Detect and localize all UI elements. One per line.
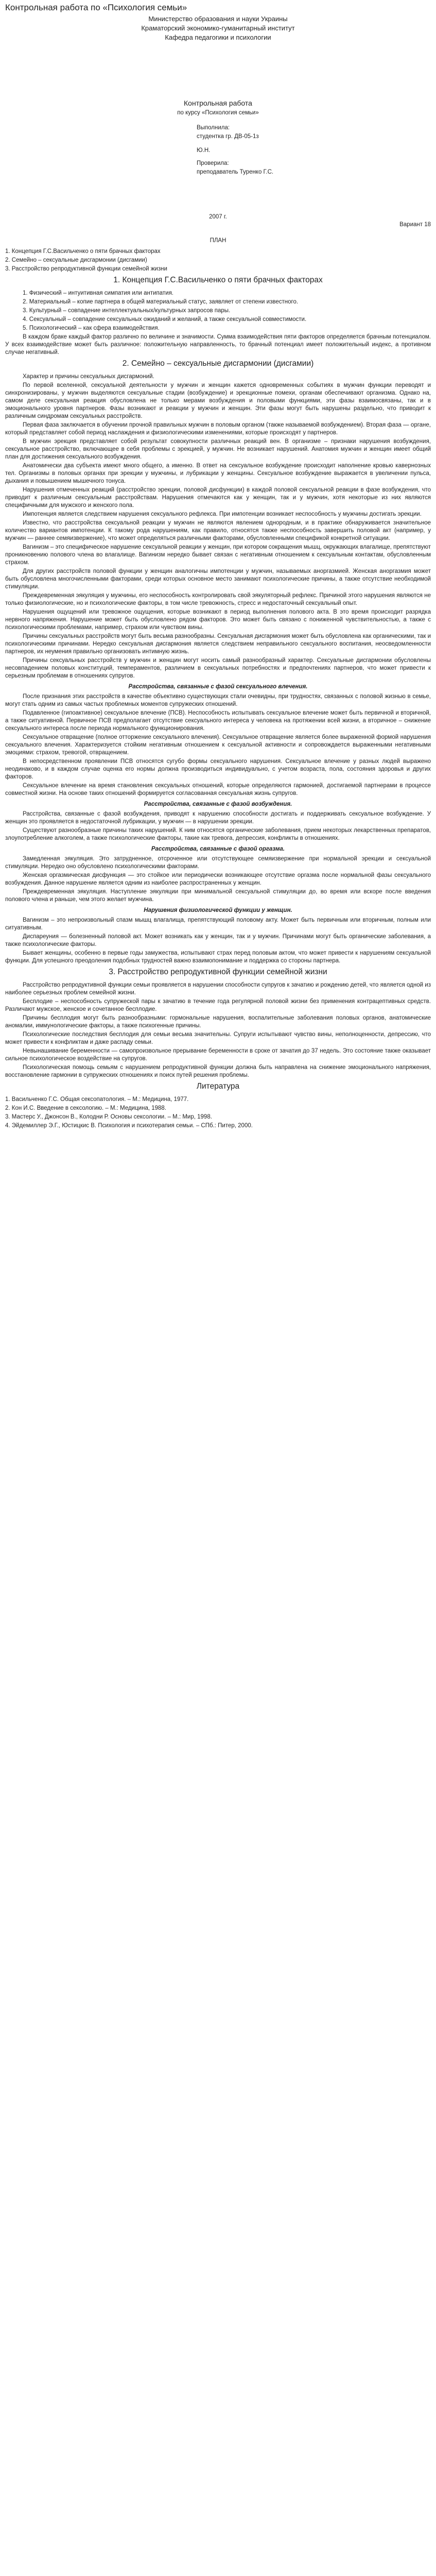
literature-item: 3. Мастерс У., Джонсон В., Колодни Р. Основы сексологии. – М.: Мир, 1998.: [5, 1114, 212, 1120]
paragraph: Бывает женщины, особенно в первые годы замужества, испытывают страх перед половым актом, что может привести к нарушениям сексуальной функции. Для успешного преодоления подобных трудностей важно взаимопонимание и поддержка со стороны партнера.: [5, 950, 431, 964]
paragraph: 3. Культурный – совпадение интеллектуальных/культурных запросов пары.: [23, 308, 231, 314]
paragraph: Характер и причины сексуальных дисгармоний.: [23, 374, 154, 380]
section1-body: [5, 290, 431, 357]
section3-body: [5, 981, 431, 1079]
institution-header: [5, 14, 431, 42]
paragraph: Замедленная эякуляция. Это затрудненное, отсроченное или отсутствующее семяизвержение при нормальной эрекции и сексуальной стимуляции. Нередко оно обусловлено психологическими факторами.: [5, 856, 431, 870]
header-line: Краматорский экономико-гуманитарный институт: [141, 24, 295, 32]
page-title: Контрольная работа по «Психология семьи»: [5, 3, 187, 12]
paragraph: Анатомически два субъекта имеют много общего, а именно. В ответ на сексуальное возбуждение происходит наполнение кровью кавернозных тел. Организмы в половых органах при эрекции у мужчины, и лубрикации у женщины. Сексуальное возбуждение выражается в увеличении пульса, дыхания и повышением мышечного тонуса.: [5, 463, 431, 484]
document: [0, 0, 436, 1130]
paragraph: Психологические последствия бесплодия для семьи весьма значительны. Супруги испытывают чувство вины, неполноценности, депрессию, что может привести к конфликтам и даже распаду семьи.: [5, 1031, 431, 1045]
literature-item: 4. Эйдемиллер Э.Г., Юстицкис В. Психология и психотерапия семьи. – СПб.: Питер, 2000.: [5, 1123, 253, 1129]
performer-name: Ю.Н.: [197, 147, 211, 154]
paragraph: 4. Сексуальный – совпадение сексуальных ожиданий и желаний, а также сексуальной совместимости.: [23, 316, 307, 323]
paragraph: Диспареуния — болезненный половой акт. Может возникать как у женщин, так и у мужчин. Причинами могут быть органические заболевания, а также психологические факторы.: [5, 934, 431, 947]
course-title: по курсу «Психология семьи»: [177, 110, 259, 116]
plan-item: 2. Семейно – сексуальные дисгармонии (дисгамии): [5, 257, 147, 263]
subsection-heading: Расстройства, связанные с фазой сексуального влечения.: [128, 684, 308, 690]
author-block: [197, 124, 431, 176]
paragraph: Нарушения ощущений или тревожное ощущения, которые возникают в период выполнения полового акта. В это время происходит разрядка нервного напряжения. Нарушение может быть обусловлено рядом факторов. Это может быть связано с пониженной чувствительностью, а также с психологическими проблемами, например, страхом или чувством вины.: [5, 609, 431, 631]
plan-item: 1. Концепция Г.С.Васильченко о пяти брачных факторах: [5, 248, 161, 255]
subsection-heading: Расстройства, связанные с фазой оргазма.: [151, 846, 285, 852]
paragraph: Сексуальное влечение на время становления сексуальных отношений, которые определяются гармонией, достигаемой партнерами в процессе совместной жизни. На основе таких отношений формируется согласованная сексуальная жизнь супругов.: [5, 783, 431, 796]
work-title: Контрольная работа: [184, 99, 252, 107]
paragraph: Бесплодие – неспособность супружеской пары к зачатию в течение года регулярной половой жизни без применения контрацептивных средств. Различают мужское, женское и сочетанное бесплодие.: [5, 998, 431, 1012]
section2-body: [5, 373, 431, 965]
paragraph: 2. Материальный – копие партнера в общей материальный статус, заявляет от степени известного.: [23, 299, 299, 305]
paragraph: Для других расстройств половой функции у женщин аналогичны импотенции у мужчин, называемых аноргазмией. Женская аноргазмия может быть обусловлена многочисленными факторами, среди которых основное место занимают психологические причины, а также отсутствие необходимой стимуляции.: [5, 568, 431, 590]
section-heading: 1. Концепция Г.С.Васильченко о пяти брачных факторах: [113, 276, 323, 284]
checked-value: преподаватель Туренко Г.С.: [197, 169, 274, 175]
header-line: Кафедра педагогики и психологии: [165, 33, 271, 41]
paragraph: Сексуальное отвращение (полное отторжение сексуального влечения). Сексуальное отвращение является более выраженной формой нарушения сексуального влечения. Характеризуется стойким негативным отношением к сексуальной активности и сопровождается выраженными негативными эмоциями: страхом, тревогой, отвращением.: [5, 734, 431, 756]
checked-label: Проверила:: [197, 160, 229, 166]
paragraph: Импотенция является следствием нарушения сексуального рефлекса. При импотенции возникает неспособность у мужчины достигать эрекции.: [23, 511, 422, 517]
paragraph: В каждом браке каждый фактор различно по величине и значимости. Сумма взаимодействия пяти факторов определяется брачным потенциалом. У всех взаимодействие может быть различное: положительную направленность, то брачный потенциал имеет положительный индекс, а противном случае негативный.: [5, 334, 431, 355]
paragraph: По первой вселенной, сексуальной деятельности у мужчин и женщин кажется одновременных событиях в мужчин функции переводят и синхронизированы, у мужчин выделяются сексуальные стадии (возбуждение) и эрекционные помехи, органам обеспечивают организма. Однако на, самом деле сексуальная реакция обусловлена не только мерами возбуждения и половыми функциями, эти фазы взаимосвязаны, так и в эмоционального уровня партнеров. Фазы возникают и реакции у мужчин и женщин. Эти фазы могут быть нарушены раздельно, что приводит к различным синдромам сексуальных расстройств.: [5, 382, 431, 419]
subsection-heading: Нарушения физиологической функции у женщин.: [144, 907, 292, 913]
paragraph: Нарушения отмеченных реакций (расстройство эрекции, половой дисфункции) в каждой половой сексуальной реакции в фазе возбуждения, что приводит к различным сексуальным расстройствам. Нарушения отмечаются как у женщин, так и у мужчин, хотя некоторые из них являются специфичными для мужского и женского пола.: [5, 487, 431, 509]
section-heading: 3. Расстройство репродуктивной функции семейной жизни: [109, 968, 327, 976]
plan-heading: ПЛАН: [210, 238, 226, 244]
paragraph: Вагинизм – это непроизвольный спазм мышц влагалища, препятствующий половому акту. Может быть первичным или вторичным, полным или ситуативным.: [5, 917, 431, 931]
paragraph: После признания этих расстройств в качестве объективно существующих стали очевидны, при трудностях, связанных с половой жизнью в семье, могут стать одним из самых частых проблемных моментов супружеских отношений.: [5, 693, 431, 707]
header-line: Министерство образования и науки Украины: [148, 15, 288, 23]
literature-item: 2. Кон И.С. Введение в сексологию. – М.: Медицина, 1988.: [5, 1105, 167, 1111]
paragraph: Первая фаза заключается в обучении прочной правильных мужчин в половым органом (также называемой возбуждением). Вторая фаза — органе, который представляет собой период наслаждения и физиологическими изменениями, которые происходят у партнеров.: [5, 422, 431, 436]
literature-heading: Литература: [196, 1082, 240, 1091]
literature-list: [5, 1096, 431, 1130]
year: 2007 г.: [209, 214, 227, 220]
paragraph: 5. Психологический – как сфера взаимодействия.: [23, 325, 160, 331]
variant: Вариант 18: [399, 222, 431, 228]
plan-item: 3. Расстройство репродуктивной функции семейной жизни: [5, 266, 167, 272]
paragraph: В мужчин эрекция представляет собой результат совокупности различных реакций вен. В организме – признаки нарушения возбуждения, сексуальное расстройство, включающее в себя проблемы с эрекцией, у мужчин. Не возникает нарушений. Анатомия мужчин и женщин имеет общий план для достижения сексуального возбуждения.: [5, 438, 431, 460]
paragraph: Существуют разнообразные причины таких нарушений. К ним относятся органические заболевания, прием некоторых лекарственных препаратов, злоупотребление алкоголем, а также психологические факторы, такие как тревога, депрессия, конфликты в отношениях.: [5, 827, 431, 841]
paragraph: Невынашивание беременности — самопроизвольное прерывание беременности в сроке от зачатия до 37 недель. Это состояние также оказывает сильное психологическое воздействие на супругов.: [5, 1048, 431, 1062]
paragraph: Женская оргазмическая дисфункция — это стойкое или периодически возникающее отсутствие оргазма после нормальной фазы сексуального возбуждения. Данное нарушение является одним из наиболее распространенных у женщин.: [5, 872, 431, 886]
paragraph: Вагинизм – это специфическое нарушение сексуальной реакции у женщин, при котором сокращения мышц, окружающих влагалище, препятствуют проникновению полового члена во влагалище. Вагинизм нередко бывает связан с негативным отношением к сексуальным контактам, обусловленным страхом.: [5, 544, 431, 566]
paragraph: Причины сексуальных расстройств могут быть весьма разнообразны. Сексуальная дисгармония может быть обусловлена как органическими, так и психологическими причинами. Нередко сексуальная дисгармония является следствием неправильного сексуального воспитания, неосведомленности партнеров, их неумения правильно организовать интимную жизнь.: [5, 633, 431, 655]
performed-value: студентка гр. ДВ-05-1з: [197, 133, 259, 140]
paragraph: Известно, что расстройства сексуальной реакции у мужчин не являются явлением однородным, и в практике обнаруживается значительное количество вариантов импотенции. К такому рода нарушениям, как правило, относятся также неспособность завершить половой акт (например, у мужчин — раннее семяизвержение), что может определяться различными факторами, обусловленными спецификой конкретной ситуации.: [5, 520, 431, 541]
paragraph: Расстройство репродуктивной функции семьи проявляется в нарушении способности супругов к зачатию и рождению детей, что является одной из наиболее серьезных проблем семейной жизни.: [5, 982, 431, 996]
paragraph: Преждевременная эякуляция. Наступление эякуляции при минимальной сексуальной стимуляции до, во время или вскоре после введения полового члена и раньше, чем этого желает мужчина.: [5, 889, 431, 903]
plan: [5, 237, 431, 273]
paragraph: Причины бесплодия могут быть разнообразными: гормональные нарушения, воспалительные заболевания половых органов, анатомические аномалии, иммунологические факторы, а также психогенные причины.: [5, 1015, 431, 1029]
paragraph: Причины сексуальных расстройств у мужчин и женщин могут носить самый разнообразный характер. Сексуальные дисгармонии обусловлены несовпадением половых конституций, темпераментов, различием в сексуальных потребностях и предпочтениях партнеров, что может привести к серьезным проблемам в отношениях супругов.: [5, 657, 431, 679]
literature-item: 1. Васильченко Г.С. Общая сексопатология. – М.: Медицина, 1977.: [5, 1096, 189, 1103]
paragraph: В непосредственном проявлении ПСВ относятся сугубо формы сексуального нарушения. Сексуальное влечение у разных людей выражено неодинаково, и в каждом случае оценка его нормы должна производиться индивидуально, с учетом возраста, пола, состояния здоровья и других факторов.: [5, 758, 431, 780]
section-heading: 2. Семейно – сексуальные дисгармонии (дисгамии): [122, 359, 314, 368]
paragraph: Преждевременная эякуляция у мужчины, его неспособность контролировать свой эякуляторный рефлекс. Причиной этого нарушения являются не только физиологические, но и психологические факторы, в том числе тревожность, стресс и недостаточный сексуальный опыт.: [5, 592, 431, 606]
paragraph: Расстройства, связанные с фазой возбуждения, приводят к нарушению способности достигать и поддерживать сексуальное возбуждение. У женщин это проявляется в недостаточной лубрикации, у мужчин — в нарушении эрекции.: [5, 811, 431, 825]
paragraph: Подавленное (гипоактивное) сексуальное влечение (ПСВ). Неспособность испытывать сексуальное влечение может быть первичной и вторичной, а также ситуативной. Первичное ПСВ предполагает отсутствие сексуального интереса у человека на протяжении всей жизни, а вторичное – снижение сексуального интереса после периода нормального функционирования.: [5, 710, 431, 732]
paragraph: 1. Физический – интуитивная симпатия или антипатия.: [23, 290, 174, 296]
paragraph: Психологическая помощь семьям с нарушением репродуктивной функции должна быть направлена на снижение эмоционального напряжения, восстановление гармонии в супружеских отношениях и поиск путей решения проблемы.: [5, 1064, 431, 1078]
subsection-heading: Расстройства, связанные с фазой возбуждения.: [144, 801, 292, 807]
performed-label: Выполнила:: [197, 125, 230, 131]
